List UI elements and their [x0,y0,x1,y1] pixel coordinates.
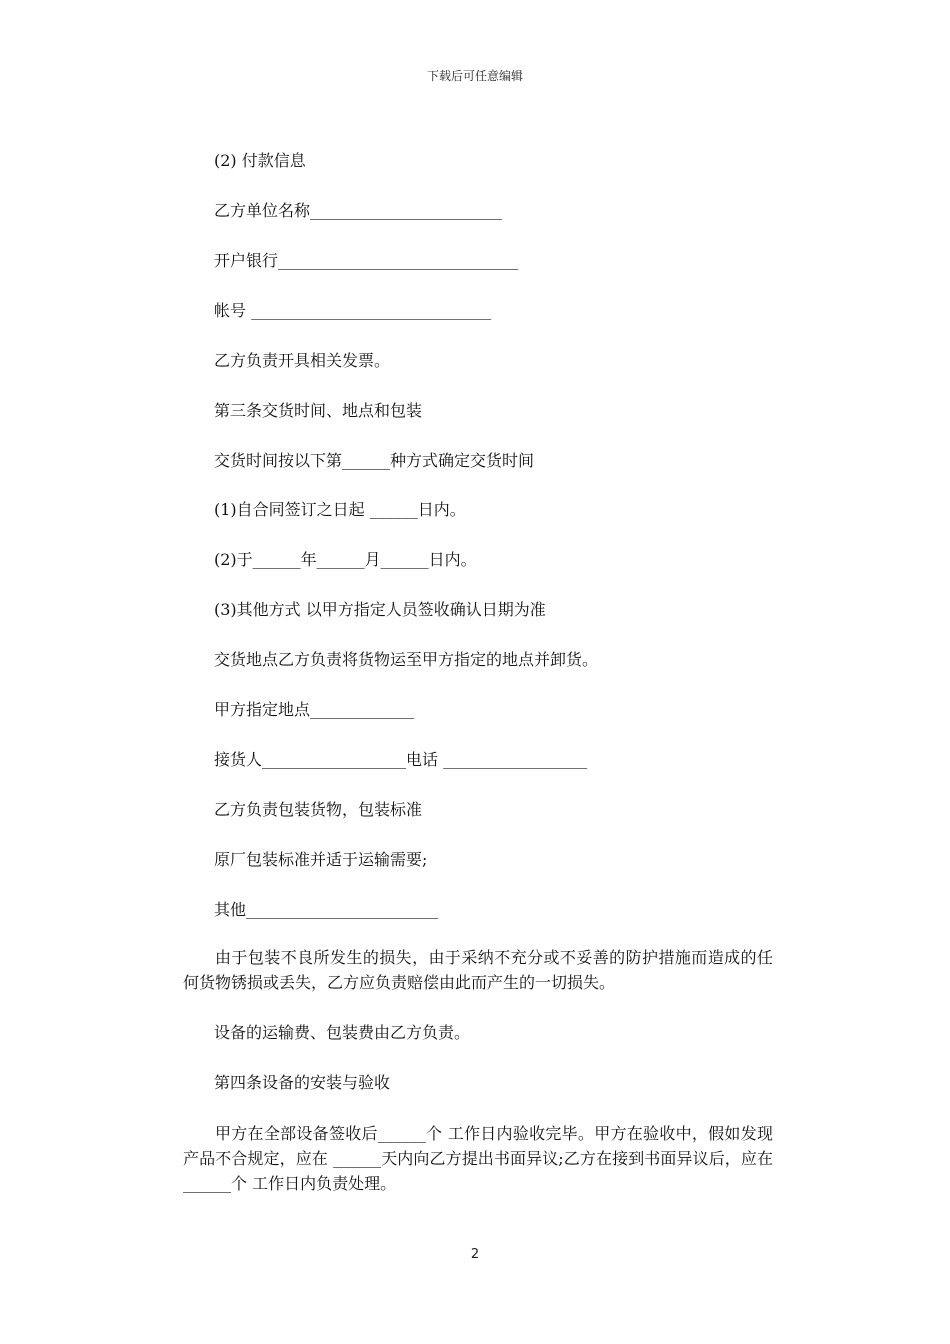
page-header: 下载后可任意编辑 [426,69,523,83]
account-field: 帐号 ______________________________ [214,301,492,320]
other-field: 其他________________________ [214,900,439,919]
bank-field: 开户银行______________________________ [214,251,519,270]
delivery-option-2: (2)于______年______月______日内。 [214,550,477,569]
loss-clause-paragraph: 由于包装不良所发生的损失，由于采纳不充分或不妥善的防护措施而造成的任何货物锈损或丢失，乙方应负责赔偿由此而产生的一切损失。 [183,948,773,992]
designated-place-field: 甲方指定地点_____________ [214,700,415,719]
delivery-option-1: (1)自合同签订之日起 ______日内。 [214,500,466,519]
transport-fee-line: 设备的运输费、包装费由乙方负责。 [214,1023,471,1042]
article-4-heading: 第四条设备的安装与验收 [214,1073,391,1092]
delivery-place-line: 交货地点乙方负责将货物运至甲方指定的地点并卸货。 [214,650,599,669]
delivery-option-3: (3)其他方式 以甲方指定人员签收确认日期为准 [214,600,546,619]
packaging-standard-line: 原厂包装标准并适于运输需要; [214,850,428,869]
packaging-line: 乙方负责包装货物，包装标准 [214,800,423,819]
acceptance-clause-paragraph: 甲方在全部设备签收后______个 工作日内验收完毕。甲方在验收中，假如发现产品不合规定，应在 ______天内向乙方提出书面异议;乙方在接到书面异议后，应在______个 工作日内负责处理。 [183,1124,773,1193]
invoice-line: 乙方负责开具相关发票。 [214,351,391,370]
unit-name-field: 乙方单位名称________________________ [214,201,503,220]
page-number: 2 [470,1247,480,1262]
delivery-method-line: 交货时间按以下第______种方式确定交货时间 [214,451,535,470]
article-3-heading: 第三条交货时间、地点和包装 [214,401,423,420]
receiver-phone-field: 接货人__________________电话 __________________ [214,750,588,769]
payment-info-heading: (2) 付款信息 [214,151,306,170]
